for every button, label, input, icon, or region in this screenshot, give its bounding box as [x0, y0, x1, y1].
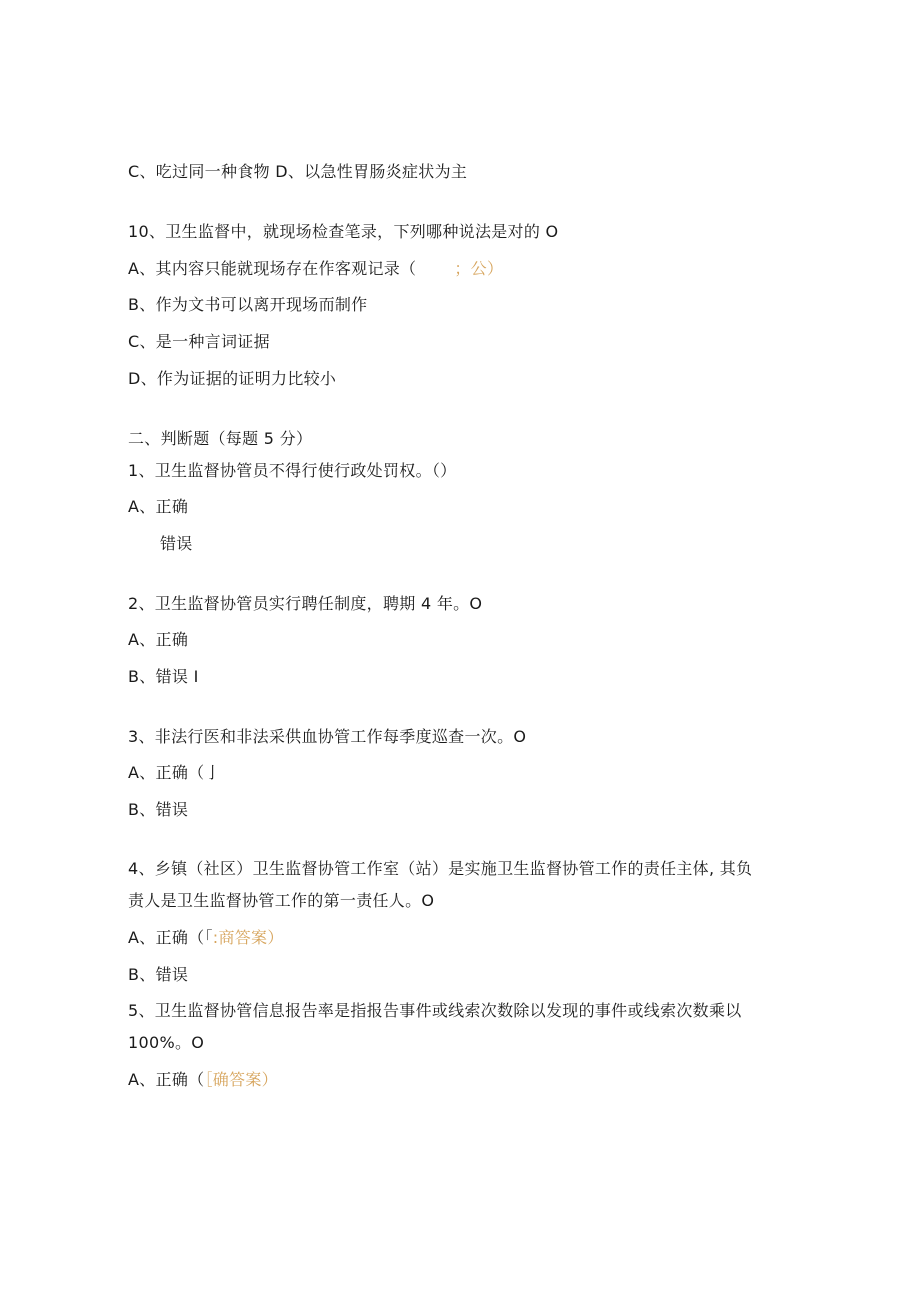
q10-stem: 10、卫生监督中，就现场检查笔录，下列哪种说法是对的 O [128, 222, 559, 241]
tf4-answer-mark: :商答案） [212, 928, 284, 947]
tf1-option-a: A、正确 [128, 497, 189, 516]
q10-option-a [128, 259, 503, 279]
tf3-option-b: B、错误 [128, 800, 189, 819]
tf4-option-a [128, 928, 284, 948]
tf2-option-a: A、正确 [128, 630, 189, 649]
tf4-option-b: B、错误 [128, 965, 189, 984]
q10-option-c: C、是一种言词证据 [128, 332, 270, 351]
q10-option-d: D、作为证据的证明力比较小 [128, 369, 337, 388]
tf5-answer-mark: ［确答案） [204, 1070, 278, 1089]
tf5-option-a [128, 1070, 278, 1090]
tf4-stem-line2: 责人是卫生监督协管工作的第一责任人。O [128, 891, 435, 910]
tf4-stem-line1: 4、乡镇（社区）卫生监督协管工作室（站）是实施卫生监督协管工作的责任主体, 其负 [128, 859, 753, 878]
tf3-option-a: A、正确（亅 [128, 763, 221, 782]
tf5-option-a-text: A、正确（ [128, 1070, 205, 1089]
tf1-stem: 1、卫生监督协管员不得行使行政处罚权。（） [128, 461, 457, 480]
q10-option-b: B、作为文书可以离开现场而制作 [128, 295, 368, 314]
tf1-option-b: 错误 [160, 534, 193, 553]
q10-option-a-text: A、其内容只能就现场存在作客观记录（ [128, 259, 417, 278]
tf5-stem-line2: 100%。O [128, 1033, 205, 1052]
tf2-stem: 2、卫生监督协管员实行聘任制度，聘期 4 年。O [128, 594, 483, 613]
section-title: 二、判断题（每题 5 分） [128, 429, 313, 448]
q9-option-c: C、吃过同一种食物 D、以急性胃肠炎症状为主 [128, 162, 468, 181]
tf4-option-a-text: A、正确（「 [128, 928, 213, 947]
tf5-stem-line1: 5、卫生监督协管信息报告率是指报告事件或线索次数除以发现的事件或线索次数乘以 [128, 1001, 742, 1020]
q10-answer-mark: ；公） [454, 259, 504, 278]
tf3-stem: 3、非法行医和非法采供血协管工作每季度巡查一次。O [128, 727, 527, 746]
tf2-option-b: B、错误 I [128, 667, 199, 686]
